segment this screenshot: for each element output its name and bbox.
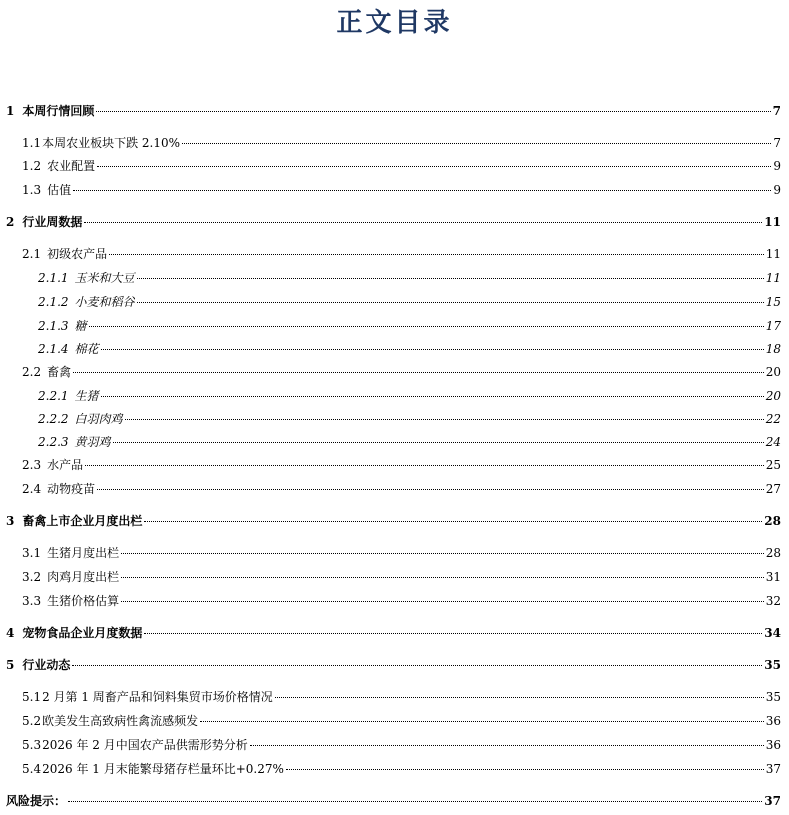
toc-title: 本周农业板块下跌 2.10% [42,136,181,150]
toc-page: 24 [765,435,781,449]
dot-leader [182,143,771,144]
dot-leader [73,372,764,373]
toc-entry-3-1[interactable] [22,545,781,561]
toc-page: 27 [765,482,781,496]
toc-entry-3-2[interactable] [22,569,781,585]
toc-entry-3[interactable] [6,513,781,529]
toc-page: 34 [764,626,781,640]
toc-page: 11 [765,271,781,285]
dot-leader [73,190,771,191]
dot-leader [96,111,770,112]
toc-number: 3.3 [22,594,42,608]
toc-title: 2 月第 1 周畜产品和饲料集贸市场价格情况 [42,690,273,704]
dot-leader [101,349,764,350]
toc-title: 初级农产品 [47,247,108,261]
toc-page: 35 [764,658,781,672]
toc-entry-5-4[interactable] [22,761,781,777]
toc-entry-1-1[interactable] [22,135,781,151]
toc-entry-risk[interactable] [6,793,781,809]
toc-number: 2.1.1 [38,271,69,285]
toc-page: 20 [765,389,781,403]
toc-entry-2-1-3[interactable] [38,318,781,334]
toc-title: 估值 [47,183,72,197]
toc-title: 2026 年 1 月末能繁母猪存栏量环比+0.27% [42,762,284,776]
toc-number: 5.4 [22,762,42,776]
toc-title: 生猪月度出栏 [47,546,120,560]
toc-number: 3.1 [22,546,42,560]
toc-title: 欧美发生高致病性禽流感频发 [42,714,199,728]
toc-number: 1.1 [22,136,42,150]
toc-page: 28 [764,514,781,528]
toc-entry-1-2[interactable] [22,158,781,174]
dot-leader [121,601,764,602]
toc-number: 2.2.2 [38,412,69,426]
toc-page: 32 [765,594,781,608]
toc-entry-4[interactable] [6,625,781,641]
toc-title: 农业配置 [47,159,96,173]
toc-title: 棉花 [74,342,99,356]
dot-leader [144,633,762,634]
toc-title: 畜禽上市企业月度出栏 [22,514,143,528]
dot-leader [125,419,764,420]
toc-page: 18 [765,342,781,356]
toc-title: 小麦和稻谷 [74,295,135,309]
toc-page: 11 [765,247,781,261]
toc-page: 20 [765,365,781,379]
toc-page: 37 [765,762,781,776]
toc-title: 白羽肉鸡 [74,412,123,426]
page-title: 正文目录 [336,8,453,38]
toc-entry-2-2-3[interactable] [38,434,781,450]
dot-leader [121,577,764,578]
toc-entry-2-2-1[interactable] [38,388,781,404]
toc-title: 生猪价格估算 [47,594,120,608]
toc-number: 3 [6,514,15,528]
dot-leader [101,396,764,397]
toc-entry-2[interactable] [6,214,781,230]
toc-entry-3-3[interactable] [22,593,781,609]
toc-page: 11 [764,215,781,229]
toc-page: 17 [765,319,781,333]
toc-title: 动物疫苗 [47,482,96,496]
toc-page: 31 [765,570,781,584]
toc-entry-1[interactable] [6,103,781,119]
toc-title: 本周行情回顾 [22,104,95,118]
toc-title: 行业周数据 [22,215,83,229]
toc-number: 2.2.3 [38,435,69,449]
toc-entry-5[interactable] [6,657,781,673]
dot-leader [85,465,764,466]
toc-number: 1.2 [22,159,42,173]
toc-number: 2.4 [22,482,42,496]
toc-entry-2-3[interactable] [22,457,781,473]
toc-entry-2-2[interactable] [22,364,781,380]
toc-title: 生猪 [74,389,99,403]
toc-page: 36 [765,714,781,728]
toc-number: 2.1.2 [38,295,69,309]
dot-leader [250,745,764,746]
toc-entry-2-1[interactable] [22,246,781,262]
toc-page: 28 [765,546,781,560]
dot-leader [109,254,764,255]
toc-number: 5.2 [22,714,42,728]
toc-title: 黄羽鸡 [74,435,111,449]
dot-leader [97,166,771,167]
toc-page: 25 [765,458,781,472]
toc-entry-2-1-4[interactable] [38,341,781,357]
toc-title: 糖 [74,319,87,333]
toc-title: 2026 年 2 月中国农产品供需形势分析 [42,738,248,752]
toc-number: 5.1 [22,690,42,704]
toc-page: 37 [764,794,781,808]
dot-leader [72,665,762,666]
toc-number: 3.2 [22,570,42,584]
toc-page: 36 [765,738,781,752]
toc-title: 宠物食品企业月度数据 [22,626,143,640]
toc-page: 7 [773,136,781,150]
toc-page: 9 [773,159,781,173]
dot-leader [84,222,762,223]
toc-entry-5-1[interactable] [22,689,781,705]
toc-entry-5-2[interactable] [22,713,781,729]
toc-page: 7 [772,104,781,118]
toc-number: 2 [6,215,15,229]
toc-title: 玉米和大豆 [74,271,135,285]
dot-leader [286,769,764,770]
dot-leader [97,489,764,490]
toc-page: 22 [765,412,781,426]
dot-leader [275,697,764,698]
toc-entry-2-1-2[interactable] [38,294,781,310]
dot-leader [137,278,764,279]
toc-entry-5-3[interactable] [22,737,781,753]
toc-title: 畜禽 [47,365,72,379]
dot-leader [200,721,764,722]
toc-entry-1-3[interactable] [22,182,781,198]
dot-leader [89,326,764,327]
toc-number: 2.3 [22,458,42,472]
toc-title: 风险提示： [6,794,67,808]
toc-page: 15 [765,295,781,309]
toc-number: 2.1 [22,247,42,261]
toc-number: 2.2 [22,365,42,379]
dot-leader [137,302,764,303]
toc-entry-2-4[interactable] [22,481,781,497]
toc-number: 2.2.1 [38,389,69,403]
toc-number: 5.3 [22,738,42,752]
toc-page: 35 [765,690,781,704]
toc-number: 2.1.4 [38,342,69,356]
toc-page: 9 [773,183,781,197]
dot-leader [144,521,762,522]
toc-title: 肉鸡月度出栏 [47,570,120,584]
toc-number: 1.3 [22,183,42,197]
toc-number: 5 [6,658,15,672]
dot-leader [113,442,764,443]
toc-title: 行业动态 [22,658,71,672]
toc-number: 1 [6,104,15,118]
toc-title: 水产品 [47,458,84,472]
dot-leader [121,553,764,554]
toc-number: 4 [6,626,15,640]
toc-number: 2.1.3 [38,319,69,333]
toc-entry-2-2-2[interactable] [38,411,781,427]
dot-leader [68,801,762,802]
toc-entry-2-1-1[interactable] [38,270,781,286]
